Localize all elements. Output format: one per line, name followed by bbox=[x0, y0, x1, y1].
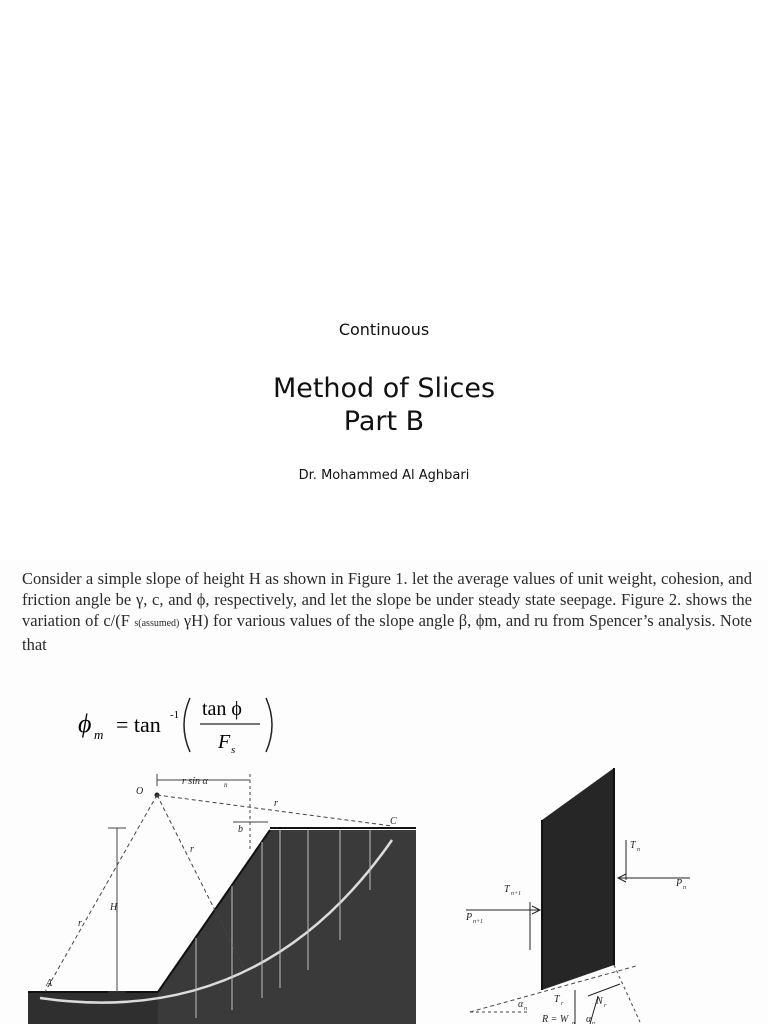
title-line-1: Method of Slices bbox=[272, 373, 496, 404]
label-alpha-left: α bbox=[518, 999, 524, 1010]
paragraph-subscript: s(assumed) bbox=[134, 618, 180, 629]
label-rsin: r sin α bbox=[182, 776, 208, 787]
label-Tn1: T bbox=[504, 884, 510, 895]
label-alpha-right: α bbox=[586, 1014, 592, 1024]
label-Nr-sub: r bbox=[604, 1003, 607, 1009]
slope-diagram bbox=[28, 774, 416, 1024]
label-Tr-sub: r bbox=[561, 1001, 564, 1007]
left-paren bbox=[184, 698, 190, 752]
label-Tn1-sub: n+1 bbox=[511, 891, 522, 897]
label-Tn: T bbox=[630, 840, 636, 851]
slope-figure bbox=[0, 760, 768, 1024]
author-name: Dr. Mohammed Al Aghbari bbox=[298, 468, 470, 483]
label-r-top: r bbox=[274, 798, 278, 809]
label-rsin-sub: n bbox=[224, 781, 228, 789]
scanned-paragraph bbox=[22, 568, 752, 655]
force-Tr bbox=[588, 984, 620, 996]
scanned-page bbox=[0, 560, 768, 1024]
formula-lhs-sub: m bbox=[94, 727, 104, 742]
paragraph-part-b: γH) for various values of the slope angle β, ϕm, and ru from Spencer’s analysis. Note that bbox=[22, 611, 752, 654]
label-Pn1: P bbox=[466, 912, 473, 923]
label-Pn-sub: n bbox=[683, 885, 686, 891]
presentation-title bbox=[0, 372, 768, 438]
label-r-left: r bbox=[78, 918, 82, 929]
formula-eq: = tan bbox=[116, 712, 161, 737]
slice-free-body bbox=[465, 768, 690, 1024]
label-R-W-sub: n bbox=[572, 1021, 575, 1024]
paragraph-part-a: Consider a simple slope of height H as shown in Figure 1. let the average values of unit weight, cohesion, and friction angle be γ, c, and ϕ, respectively, and let the slope be under steady state seepage. Figure 2. shows the variation of c/(F bbox=[22, 569, 752, 630]
label-A: A bbox=[46, 978, 53, 989]
title-line-2: Part B bbox=[343, 406, 425, 437]
label-H: H bbox=[110, 902, 118, 913]
label-alpha-left-sub: n bbox=[524, 1006, 527, 1012]
label-Pn1-sub: n+1 bbox=[473, 919, 484, 925]
formula-lhs: ϕ bbox=[78, 709, 92, 738]
slice-body bbox=[542, 768, 614, 990]
label-Nr: N bbox=[596, 996, 603, 1007]
label-O: O bbox=[136, 786, 144, 797]
phi-m-formula bbox=[78, 690, 278, 760]
radius-line-A bbox=[45, 795, 157, 992]
formula-num: tan ϕ bbox=[202, 698, 242, 720]
label-C: C bbox=[390, 816, 397, 827]
label-r-middle: r bbox=[190, 844, 194, 855]
formula-den: F bbox=[218, 731, 231, 753]
label-bn: b bbox=[238, 824, 243, 835]
label-Pn: P bbox=[676, 878, 683, 889]
label-Tn-sub: n bbox=[637, 847, 640, 853]
label-alpha-right-sub: n bbox=[592, 1021, 595, 1024]
formula-den-sub: s bbox=[231, 744, 236, 756]
label-R-W: R = W bbox=[542, 1014, 569, 1024]
right-paren bbox=[266, 698, 272, 752]
formula-sup: -1 bbox=[170, 709, 180, 721]
label-Tr: T bbox=[554, 994, 560, 1005]
presentation-subtitle: Continuous bbox=[338, 320, 430, 339]
